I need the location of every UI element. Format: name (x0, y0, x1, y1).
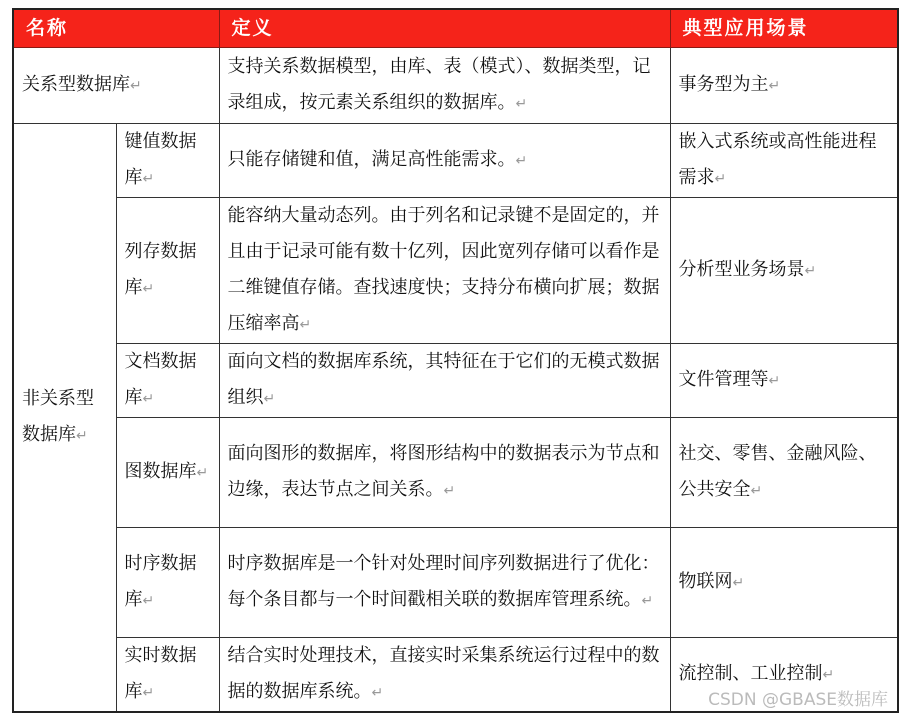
return-mark: ↵ (515, 152, 528, 169)
return-mark: ↵ (142, 684, 155, 701)
table-row (13, 343, 898, 417)
return-mark: ↵ (196, 464, 209, 481)
return-mark: ↵ (299, 316, 312, 333)
table-row (13, 527, 898, 637)
definition-cell (219, 527, 670, 637)
name-cell (116, 123, 219, 197)
name-cell (116, 197, 219, 343)
cell-text: 键值数据库 (124, 130, 197, 188)
return-mark: ↵ (714, 170, 727, 187)
cell-text: 文档数据库 (124, 350, 197, 408)
definition-cell (219, 417, 670, 527)
return-mark: ↵ (142, 390, 155, 407)
cell-text: 时序数据库是一个针对处理时间序列数据进行了优化：每个条目都与一个时间戳相关联的数据库管理系统。 (227, 552, 660, 610)
header-definition: 定义 (219, 9, 670, 47)
cell-text: 列存数据库 (124, 240, 197, 298)
application-cell (670, 343, 898, 417)
cell-text: 分析型业务场景 (678, 258, 805, 280)
return-mark: ↵ (732, 574, 745, 591)
return-mark: ↵ (641, 592, 654, 609)
return-mark: ↵ (142, 280, 155, 297)
return-mark: ↵ (142, 592, 155, 609)
definition-cell (219, 637, 670, 712)
table-row (13, 417, 898, 527)
return-mark: ↵ (768, 77, 781, 94)
application-cell (670, 417, 898, 527)
name-cell (116, 343, 219, 417)
name-cell (116, 527, 219, 637)
return-mark: ↵ (130, 77, 142, 94)
application-cell (670, 47, 898, 123)
return-mark: ↵ (750, 482, 763, 499)
definition-cell (219, 47, 670, 123)
watermark: CSDN @GBASE数据库 (708, 690, 888, 710)
cell-text: 结合实时处理技术，直接实时采集系统运行过程中的数据的数据库系统。 (227, 644, 660, 702)
header-name: 名称 (13, 9, 219, 47)
return-mark: ↵ (142, 170, 155, 187)
return-mark: ↵ (768, 372, 781, 389)
table-row (13, 197, 898, 343)
return-mark: ↵ (443, 482, 456, 499)
cell-text: 实时数据库 (124, 644, 197, 702)
definition-cell (219, 123, 670, 197)
group-name-cell (13, 123, 116, 712)
cell-text: 支持关系数据模型，由库、表（模式）、数据类型，记录组成，按元素关系组织的数据库。 (227, 55, 651, 113)
header-application: 典型应用场景 (670, 9, 898, 47)
cell-text: 物联网 (678, 570, 733, 592)
cell-text: 文件管理等 (678, 368, 769, 390)
cell-text: 面向文档的数据库系统，其特征在于它们的无模式数据组织 (227, 350, 660, 408)
return-mark: ↵ (371, 684, 384, 701)
definition-cell (219, 343, 670, 417)
cell-text: 面向图形的数据库，将图形结构中的数据表示为节点和边缘，表达节点之间关系。 (227, 442, 660, 500)
application-cell (670, 197, 898, 343)
table-row (13, 123, 898, 197)
database-types-table (12, 8, 899, 713)
return-mark: ↵ (822, 666, 835, 683)
cell-text: 流控制、工业控制 (678, 662, 823, 684)
cell-text: 事务型为主 (678, 73, 769, 95)
return-mark: ↵ (76, 427, 88, 444)
name-cell (116, 637, 219, 712)
cell-text: 只能存储键和值，满足高性能需求。 (227, 148, 516, 170)
cell-text: 社交、零售、金融风险、公共安全 (678, 442, 877, 500)
return-mark: ↵ (263, 390, 276, 407)
cell-text: 图数据库 (124, 460, 197, 482)
header-row (13, 9, 898, 47)
cell-text: 关系型数据库 (22, 73, 130, 95)
cell-text: 时序数据库 (124, 552, 197, 610)
name-cell (13, 47, 219, 123)
table-row (13, 47, 898, 123)
application-cell (670, 123, 898, 197)
definition-cell (219, 197, 670, 343)
cell-text: 能容纳大量动态列。由于列名和记录键不是固定的，并且由于记录可能有数十亿列，因此宽列存储可以看作是二维键值存储。查找速度快；支持分布横向扩展；数据压缩率高 (227, 204, 660, 334)
cell-text: 非关系型数据库 (22, 387, 94, 445)
application-cell (670, 527, 898, 637)
return-mark: ↵ (804, 262, 817, 279)
name-cell (116, 417, 219, 527)
cell-text: 嵌入式系统或高性能进程需求 (678, 130, 877, 188)
return-mark: ↵ (515, 95, 528, 112)
